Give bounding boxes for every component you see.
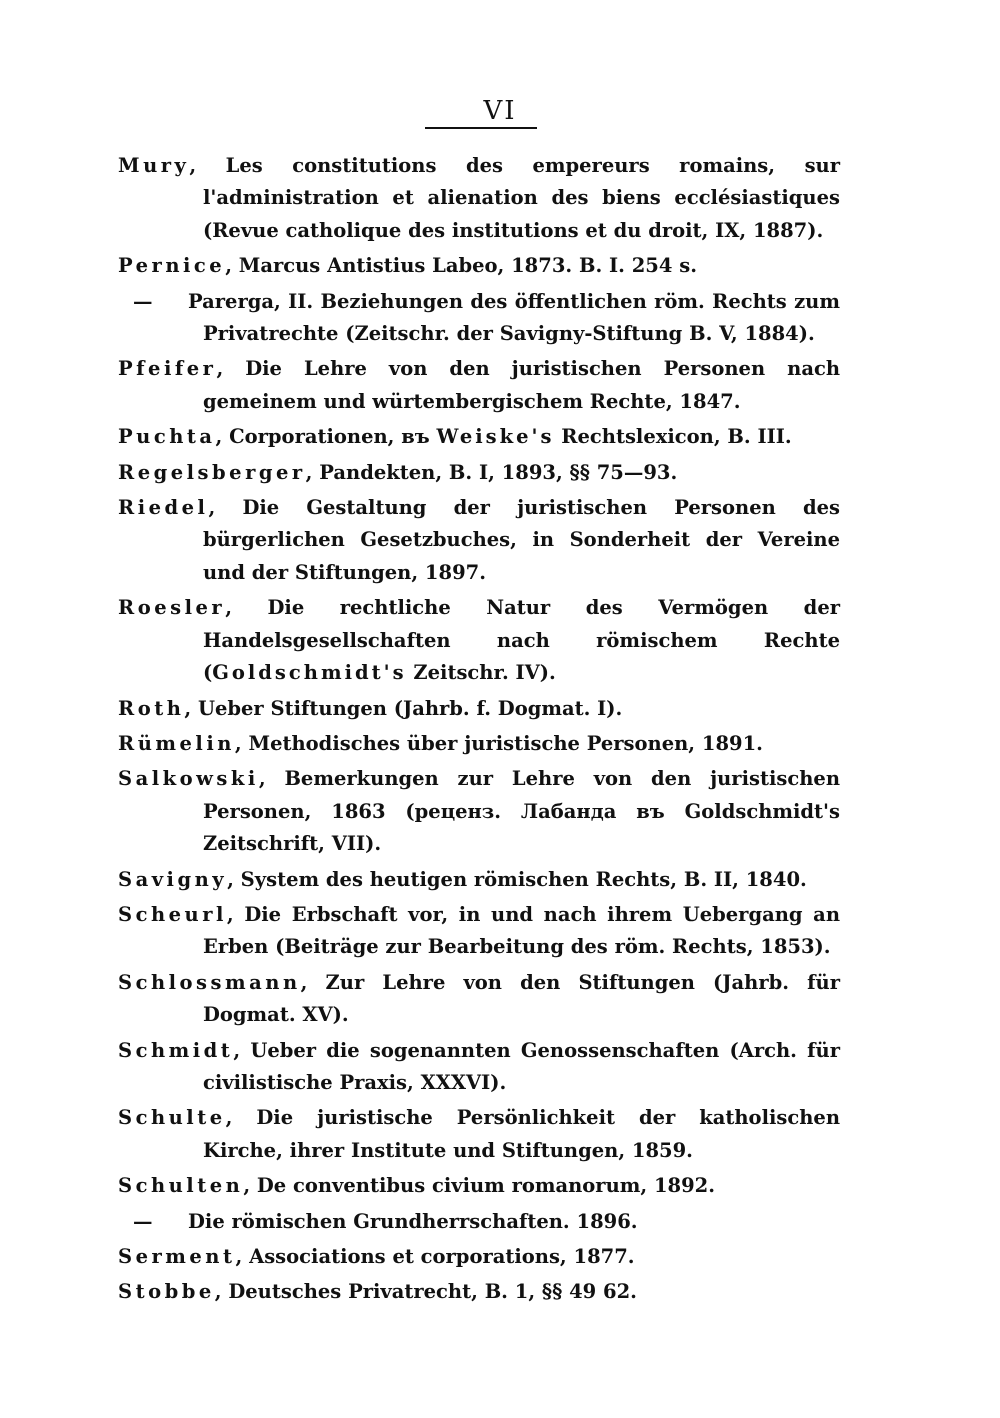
entry-author: Savigny <box>118 867 228 891</box>
entry-author: Puchta <box>118 425 216 449</box>
bibliography-entry <box>118 353 840 418</box>
entry-author: Serment <box>118 1245 236 1268</box>
entry-text: , Die Lehre von den juristischen Personen nach gemeinem und würtembergischem Rechte, 1847. <box>203 357 840 413</box>
entry-author: Schmidt <box>118 1038 234 1062</box>
entry-text: , Die rechtliche Natur des Vermögen der Handelsgesellschaften nach römischem Rechte ( <box>203 596 840 685</box>
entry-text: , Ueber die sogenannten Genossenschaften (Arch. für civilistische Praxis, XXXVI). <box>203 1038 840 1094</box>
entry-author: Pfeifer <box>118 357 217 381</box>
entry-spaced-reference: Goldschmidt's <box>212 661 407 685</box>
bibliography-entry <box>118 1170 840 1202</box>
entry-author: Schulte <box>118 1106 226 1130</box>
entry-text: , Associations et corporations, 1877. <box>235 1245 635 1268</box>
bibliography-entry <box>118 421 840 453</box>
entry-ditto-dash: — <box>133 289 153 313</box>
entry-text: , Bemerkungen zur Lehre von den juristischen Personen, 1863 (реценз. Лабанда въ Goldschmidt's Zeitschrift, VII). <box>203 767 840 856</box>
bibliography-entry <box>118 967 840 1032</box>
entry-author: Rümelin <box>118 731 235 755</box>
entry-text-continued: Rechtslexicon, B. III. <box>554 425 792 449</box>
entry-text: , Methodisches über juristische Personen, 1891. <box>234 731 763 755</box>
page-number: VI <box>483 96 517 126</box>
bibliography-entry <box>118 693 840 725</box>
entry-author: Schulten <box>118 1174 244 1198</box>
entry-author: Pernice <box>118 254 226 278</box>
entry-ditto-dash: — <box>133 1209 153 1233</box>
bibliography-entry <box>118 728 840 760</box>
page-number-rule <box>425 127 537 129</box>
bibliography-entry <box>118 763 840 860</box>
bibliography-entry <box>118 492 840 589</box>
bibliography-entry <box>118 1241 840 1273</box>
entry-author: Roesler <box>118 596 226 620</box>
entry-text: , Die Erbschaft vor, in und nach ihrem Uebergang an Erben (Beiträge zur Bearbeitung des röm. Rechts, 1853). <box>203 902 840 959</box>
entry-text-continued: Zeitschr. IV). <box>406 661 556 685</box>
entry-text: , De conventibus civium romanorum, 1892. <box>243 1174 716 1198</box>
bibliography-entry <box>118 250 840 282</box>
entry-text: , Die juristische Persönlichkeit der katholischen Kirche, ihrer Institute und Stiftungen, 1859. <box>203 1106 840 1162</box>
bibliography-entry <box>118 1276 840 1308</box>
entry-text: , System des heutigen römischen Rechts, B. II, 1840. <box>227 867 807 891</box>
bibliography-entry <box>118 592 840 689</box>
bibliography-entry <box>118 150 840 247</box>
entry-author: Mury <box>118 154 190 177</box>
entry-text: , Pandekten, B. I, 1893, §§ 75—93. <box>305 460 678 484</box>
bibliography-entry <box>118 457 840 489</box>
entry-author: Scheurl <box>118 902 227 926</box>
entry-author: Schlossmann <box>118 970 301 994</box>
entry-text: , Die Gestaltung der juristischen Personen des bürgerlichen Gesetzbuches, in Sonderheit der Vereine und der Stiftungen, 1897. <box>203 496 840 584</box>
bibliography-list <box>118 150 840 1312</box>
entry-spaced-reference: Weiske's <box>436 425 555 449</box>
entry-author: Regelsberger <box>118 460 306 484</box>
bibliography-entry <box>118 1102 840 1167</box>
entry-author: Stobbe <box>118 1280 215 1304</box>
entry-text: , Marcus Antistius Labeo, 1873. B. I. 254 s. <box>225 254 697 278</box>
entry-text: Parerga, II. Beziehungen des öffentlichen röm. Rechts zum Privatrechte (Zeitschr. der Savigny-Stiftung B. V, 1884). <box>188 289 840 346</box>
bibliography-entry <box>118 1035 840 1100</box>
entry-text: , Deutsches Privatrecht, B. 1, §§ 49 62. <box>214 1280 637 1304</box>
entry-text: , Corporationen, въ <box>215 425 437 449</box>
entry-author: Roth <box>118 696 185 720</box>
bibliography-entry <box>118 864 840 896</box>
entry-author: Riedel <box>118 496 209 520</box>
entry-text: , Ueber Stiftungen (Jahrb. f. Dogmat. I). <box>184 696 623 720</box>
entry-text: , Zur Lehre von den Stiftungen (Jahrb. für Dogmat. XV). <box>203 970 840 1027</box>
bibliography-entry <box>118 286 840 351</box>
entry-author: Salkowski <box>118 767 259 791</box>
entry-text: , Les constitutions des empereurs romains, sur l'administration et alienation des biens ecclésiastiques (Revue catholique des institutions et du droit, IX, 1887). <box>189 154 840 242</box>
bibliography-entry <box>118 1206 840 1238</box>
bibliography-entry <box>118 899 840 964</box>
entry-text: Die römischen Grundherrschaften. 1896. <box>188 1209 638 1233</box>
